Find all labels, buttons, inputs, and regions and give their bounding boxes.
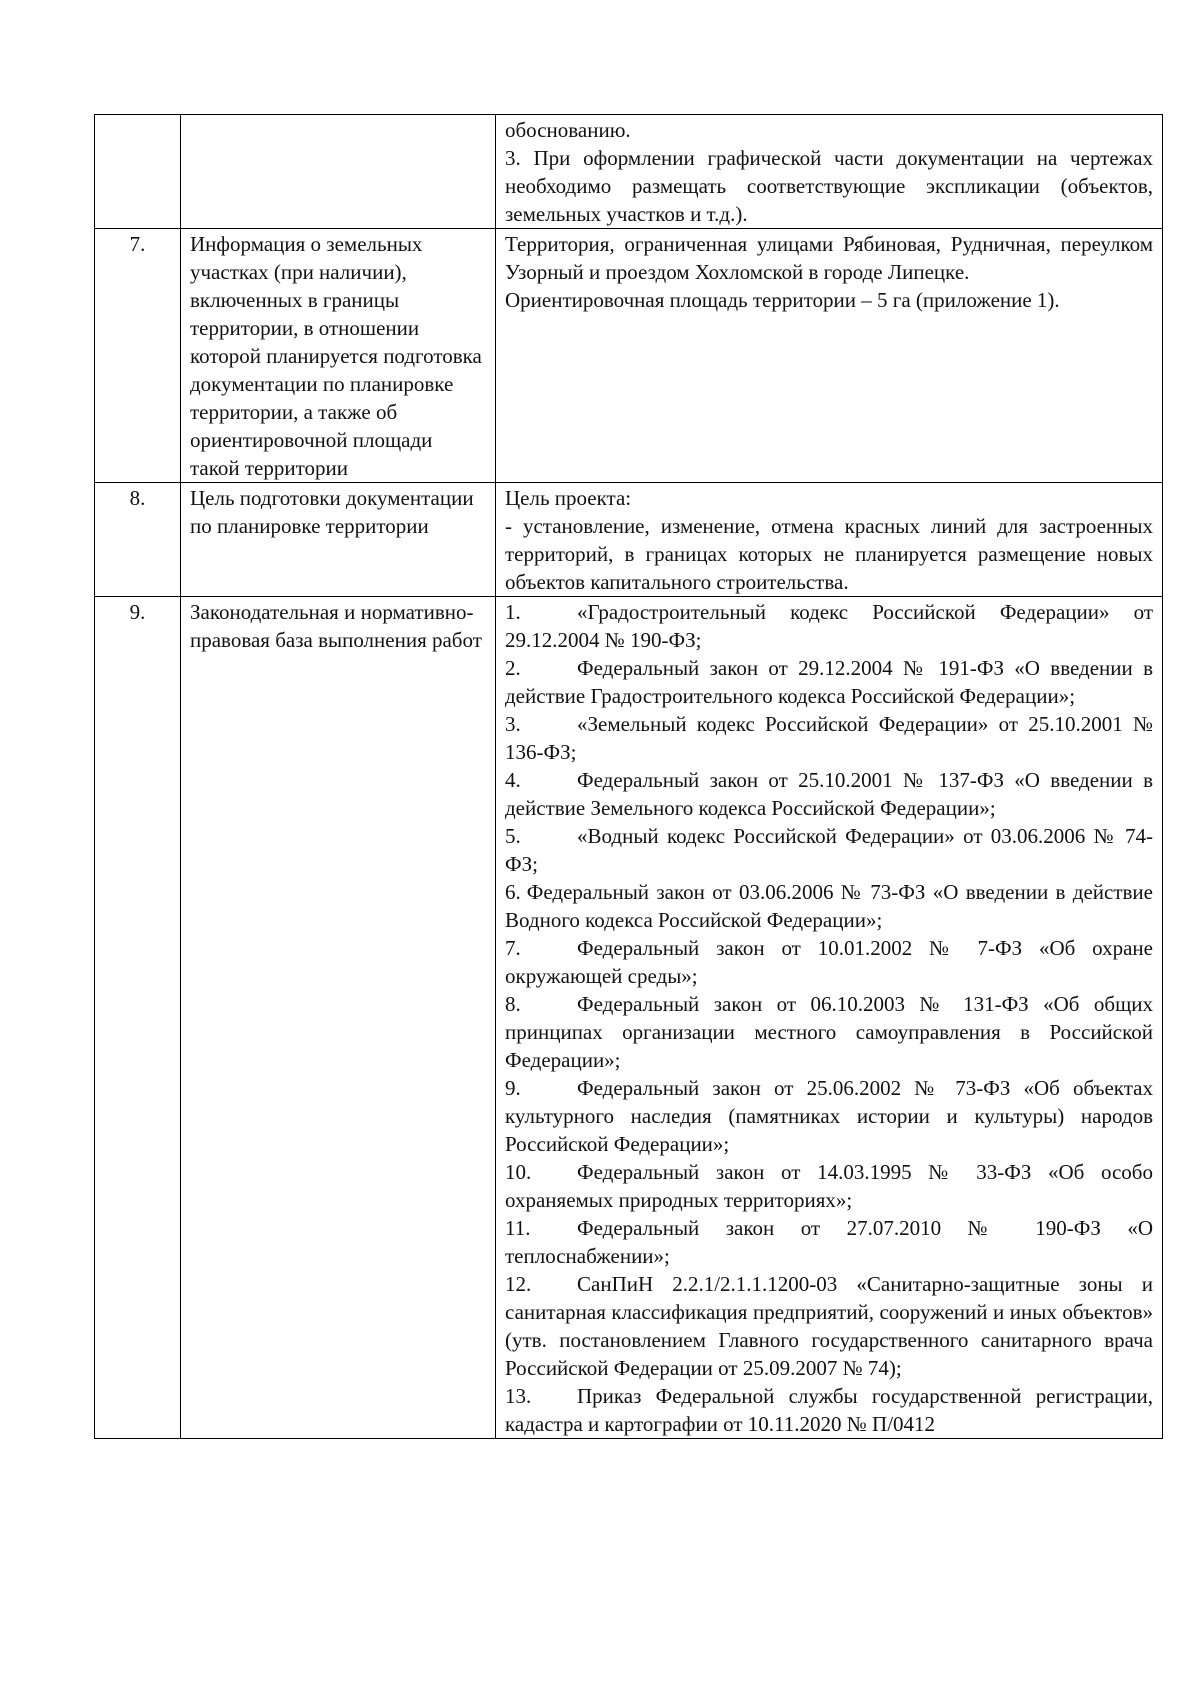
row-number: 9.: [95, 597, 181, 1439]
list-item-number: 1.: [505, 600, 521, 624]
list-item-text: «Градостроительный кодекс Российской Федерации» от 29.12.2004 № 190-ФЗ;: [505, 600, 1153, 652]
list-item-text: Федеральный закон от 03.06.2006 № 73-ФЗ «О введении в действие Водного кодекса Российской Федерации»;: [505, 880, 1153, 932]
list-item-number: 6.: [505, 880, 521, 904]
row-parameter-name: Информация о земельных участках (при наличии), включенных в границы территории, в отношении которой планируется подготовка документации по планировке территории, а также об ориентировочной площади такой территории: [181, 229, 496, 483]
paragraph: - установление, изменение, отмена красных линий для застроенных территорий, в границах которых не планируется размещение новых объектов капитального строительства.: [505, 514, 1153, 594]
paragraph: Цель проекта:: [505, 486, 632, 510]
list-item-text: «Водный кодекс Российской Федерации» от 03.06.2006 № 74-ФЗ;: [505, 824, 1153, 876]
paragraph: Территория, ограниченная улицами Рябиновая, Рудничная, переулком Узорный и проездом Хохломской в городе Липецке.: [505, 232, 1153, 284]
table-row: [95, 229, 1163, 483]
paragraph: 3. При оформлении графической части документации на чертежах необходимо размещать соответствующие экспликации (объектов, земельных участков и т.д.).: [505, 146, 1153, 226]
list-item-text: Федеральный закон от 27.07.2010 № 190-ФЗ «О теплоснабжении»;: [505, 1216, 1153, 1268]
list-item-text: СанПиН 2.2.1/2.1.1.1200-03 «Санитарно-защитные зоны и санитарная классификация предприятий, сооружений и иных объектов» (утв. постановлением Главного государственного санитарного врача Российской Федерации от 25.09.2007 № 74);: [505, 1272, 1153, 1380]
table-row: [95, 597, 1163, 1439]
law-list-item: [505, 1158, 1153, 1214]
law-list-item: [505, 1214, 1153, 1270]
law-list-item: [505, 822, 1153, 878]
row-value: [496, 229, 1163, 483]
row-parameter-name: Цель подготовки документации по планировке территории: [181, 483, 496, 597]
row-number: 7.: [95, 229, 181, 483]
law-list-item: [505, 766, 1153, 822]
law-list-item: [505, 1074, 1153, 1158]
law-list-item: [505, 990, 1153, 1074]
row-parameter-name: Законодательная и нормативно-правовая база выполнения работ: [181, 597, 496, 1439]
list-item-number: 7.: [505, 936, 521, 960]
list-item-number: 9.: [505, 1076, 521, 1100]
list-item-number: 10.: [505, 1160, 532, 1184]
row-number: 8.: [95, 483, 181, 597]
law-list-item: [505, 654, 1153, 710]
document-table: [94, 114, 1163, 1439]
list-item-text: Федеральный закон от 14.03.1995 № 33-ФЗ «Об особо охраняемых природных территориях»;: [505, 1160, 1153, 1212]
row-value: [496, 483, 1163, 597]
list-item-text: Федеральный закон от 10.01.2002 № 7-ФЗ «Об охране окружающей среды»;: [505, 936, 1153, 988]
list-item-text: Федеральный закон от 25.10.2001 № 137-ФЗ «О введении в действие Земельного кодекса Российской Федерации»;: [505, 768, 1153, 820]
table-row: [95, 115, 1163, 229]
row-value: [496, 597, 1163, 1439]
list-item-number: 8.: [505, 992, 521, 1016]
list-item-text: Федеральный закон от 29.12.2004 № 191-ФЗ «О введении в действие Градостроительного кодекса Российской Федерации»;: [505, 656, 1153, 708]
list-item-number: 5.: [505, 824, 521, 848]
list-item-text: Приказ Федеральной службы государственной регистрации, кадастра и картографии от 10.11.2020 № П/0412: [505, 1384, 1153, 1436]
row-number: [95, 115, 181, 229]
table-row: [95, 483, 1163, 597]
paragraph: Ориентировочная площадь территории – 5 га (приложение 1).: [505, 288, 1060, 312]
row-value: [496, 115, 1163, 229]
list-item-number: 12.: [505, 1272, 532, 1296]
list-item-text: Федеральный закон от 06.10.2003 № 131-ФЗ «Об общих принципах организации местного самоуправления в Российской Федерации»;: [505, 992, 1153, 1072]
law-list-item: [505, 710, 1153, 766]
law-list-item: [505, 934, 1153, 990]
row-parameter-name: [181, 115, 496, 229]
list-item-number: 3.: [505, 712, 521, 736]
paragraph: обоснованию.: [505, 118, 631, 142]
law-list-item: [505, 1270, 1153, 1382]
law-list-item: [505, 598, 1153, 654]
list-item-text: Федеральный закон от 25.06.2002 № 73-ФЗ «Об объектах культурного наследия (памятниках истории и культуры) народов Российской Федерации»;: [505, 1076, 1153, 1156]
law-list-item: [505, 1382, 1153, 1438]
list-item-number: 13.: [505, 1384, 532, 1408]
list-item-number: 4.: [505, 768, 521, 792]
list-item-text: «Земельный кодекс Российской Федерации» от 25.10.2001 № 136-ФЗ;: [505, 712, 1153, 764]
list-item-number: 2.: [505, 656, 521, 680]
list-item-number: 11.: [505, 1216, 531, 1240]
law-list-item: [505, 878, 1153, 934]
